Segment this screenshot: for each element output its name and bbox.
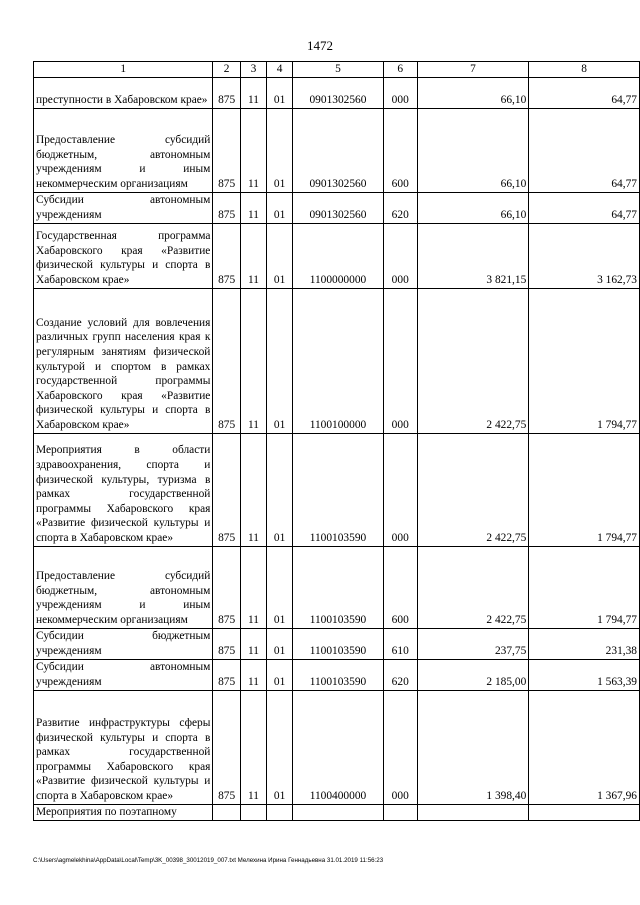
column-header: 3: [240, 62, 266, 78]
subsection-cell: 01: [267, 659, 293, 690]
target-article-cell: 1100103590: [293, 433, 384, 546]
actual-amount-cell: 1 794,77: [529, 433, 640, 546]
target-article-cell: 0901302560: [293, 192, 384, 223]
expense-type-cell: 000: [383, 690, 417, 804]
section-cell: 11: [240, 288, 266, 433]
section-cell: 11: [240, 192, 266, 223]
expense-type-cell: 620: [383, 659, 417, 690]
planned-amount-cell: 2 422,75: [417, 288, 529, 433]
code-cell: 875: [213, 546, 241, 628]
actual-amount-cell: 231,38: [529, 628, 640, 659]
section-cell: 11: [240, 690, 266, 804]
planned-amount-cell: [417, 804, 529, 820]
actual-amount-cell: 64,77: [529, 77, 640, 108]
subsection-cell: 01: [267, 223, 293, 288]
actual-amount-cell: 3 162,73: [529, 223, 640, 288]
code-cell: 875: [213, 659, 241, 690]
actual-amount-cell: 1 367,96: [529, 690, 640, 804]
page-number: 1472: [307, 38, 333, 53]
column-header: 2: [213, 62, 241, 78]
section-cell: 11: [240, 223, 266, 288]
expense-type-cell: 600: [383, 546, 417, 628]
subsection-cell: 01: [267, 628, 293, 659]
table-row: [34, 628, 640, 659]
target-article-cell: 1100400000: [293, 690, 384, 804]
table-row: [34, 223, 640, 288]
expense-type-cell: [383, 804, 417, 820]
target-article-cell: 1100103590: [293, 628, 384, 659]
row-name-cell: Развитие инфраструктуры сферы физической культуры и спорта в рамках государственной программы Хабаровского края «Развитие физической культуры и спорта в Хабаровском крае»: [34, 690, 213, 804]
expense-type-cell: 000: [383, 433, 417, 546]
target-article-cell: 1100000000: [293, 223, 384, 288]
code-cell: 875: [213, 77, 241, 108]
planned-amount-cell: 2 422,75: [417, 546, 529, 628]
planned-amount-cell: 66,10: [417, 77, 529, 108]
column-header: 5: [293, 62, 384, 78]
table-row: [34, 108, 640, 192]
planned-amount-cell: 2 422,75: [417, 433, 529, 546]
column-header: 6: [383, 62, 417, 78]
planned-amount-cell: 2 185,00: [417, 659, 529, 690]
expense-type-cell: 000: [383, 223, 417, 288]
target-article-cell: 1100103590: [293, 546, 384, 628]
subsection-cell: [267, 804, 293, 820]
expense-type-cell: 600: [383, 108, 417, 192]
expense-type-cell: 000: [383, 77, 417, 108]
code-cell: 875: [213, 288, 241, 433]
subsection-cell: 01: [267, 77, 293, 108]
actual-amount-cell: 1 563,39: [529, 659, 640, 690]
section-cell: 11: [240, 77, 266, 108]
target-article-cell: 0901302560: [293, 108, 384, 192]
planned-amount-cell: 66,10: [417, 192, 529, 223]
table-row: [34, 433, 640, 546]
planned-amount-cell: 66,10: [417, 108, 529, 192]
row-name-cell: Государственная программа Хабаровского края «Развитие физической культуры и спорта в Хабаровском крае»: [34, 223, 213, 288]
file-path-footer: C:\Users\agmelekhina\AppData\Local\Temp\3K_00398_30012019_007.txt Мелехина Ирина Геннадьевна 31.01.2019 11:56:23: [33, 857, 384, 864]
table-row: [34, 77, 640, 108]
code-cell: [213, 804, 241, 820]
column-header: 4: [267, 62, 293, 78]
table-row: [34, 659, 640, 690]
code-cell: 875: [213, 433, 241, 546]
column-header: 7: [417, 62, 529, 78]
target-article-cell: 0901302560: [293, 77, 384, 108]
actual-amount-cell: 1 794,77: [529, 288, 640, 433]
section-cell: 11: [240, 628, 266, 659]
table-header-row: [34, 62, 640, 78]
table-row: [34, 804, 640, 820]
target-article-cell: [293, 804, 384, 820]
row-name-cell: Предоставление субсидий бюджетным, автономным учреждениям и иным некоммерческим организациям: [34, 546, 213, 628]
expense-type-cell: 620: [383, 192, 417, 223]
row-name-cell: Предоставление субсидий бюджетным, автономным учреждениям и иным некоммерческим организациям: [34, 108, 213, 192]
column-header: 1: [34, 62, 213, 78]
budget-table: [33, 61, 640, 821]
table-row: [34, 192, 640, 223]
row-name-cell: Мероприятия по поэтапному: [34, 804, 213, 820]
target-article-cell: 1100100000: [293, 288, 384, 433]
actual-amount-cell: 64,77: [529, 192, 640, 223]
row-name-cell: Субсидии автономным учреждениям: [34, 192, 213, 223]
subsection-cell: 01: [267, 108, 293, 192]
code-cell: 875: [213, 223, 241, 288]
code-cell: 875: [213, 108, 241, 192]
column-header: 8: [529, 62, 640, 78]
row-name-cell: Создание условий для вовлечения различных групп населения края к регулярным занятиям физической культурой и спортом в рамках государственной программы Хабаровского края «Развитие физической культуры и спорта в Хабаровском крае»: [34, 288, 213, 433]
table-row: [34, 690, 640, 804]
row-name-cell: Субсидии бюджетным учреждениям: [34, 628, 213, 659]
section-cell: 11: [240, 433, 266, 546]
section-cell: 11: [240, 546, 266, 628]
planned-amount-cell: 3 821,15: [417, 223, 529, 288]
row-name-cell: Субсидии автономным учреждениям: [34, 659, 213, 690]
section-cell: 11: [240, 659, 266, 690]
subsection-cell: 01: [267, 433, 293, 546]
actual-amount-cell: [529, 804, 640, 820]
subsection-cell: 01: [267, 192, 293, 223]
subsection-cell: 01: [267, 690, 293, 804]
code-cell: 875: [213, 690, 241, 804]
row-name-cell: Мероприятия в области здравоохранения, спорта и физической культуры, туризма в рамках государственной программы Хабаровского края «Развитие физической культуры и спорта в Хабаровском крае»: [34, 433, 213, 546]
subsection-cell: 01: [267, 288, 293, 433]
code-cell: 875: [213, 192, 241, 223]
planned-amount-cell: 1 398,40: [417, 690, 529, 804]
planned-amount-cell: 237,75: [417, 628, 529, 659]
target-article-cell: 1100103590: [293, 659, 384, 690]
subsection-cell: 01: [267, 546, 293, 628]
table-row: [34, 546, 640, 628]
section-cell: 11: [240, 108, 266, 192]
expense-type-cell: 610: [383, 628, 417, 659]
expense-type-cell: 000: [383, 288, 417, 433]
code-cell: 875: [213, 628, 241, 659]
table-row: [34, 288, 640, 433]
actual-amount-cell: 64,77: [529, 108, 640, 192]
row-name-cell: преступности в Хабаровском крае»: [34, 77, 213, 108]
section-cell: [240, 804, 266, 820]
actual-amount-cell: 1 794,77: [529, 546, 640, 628]
